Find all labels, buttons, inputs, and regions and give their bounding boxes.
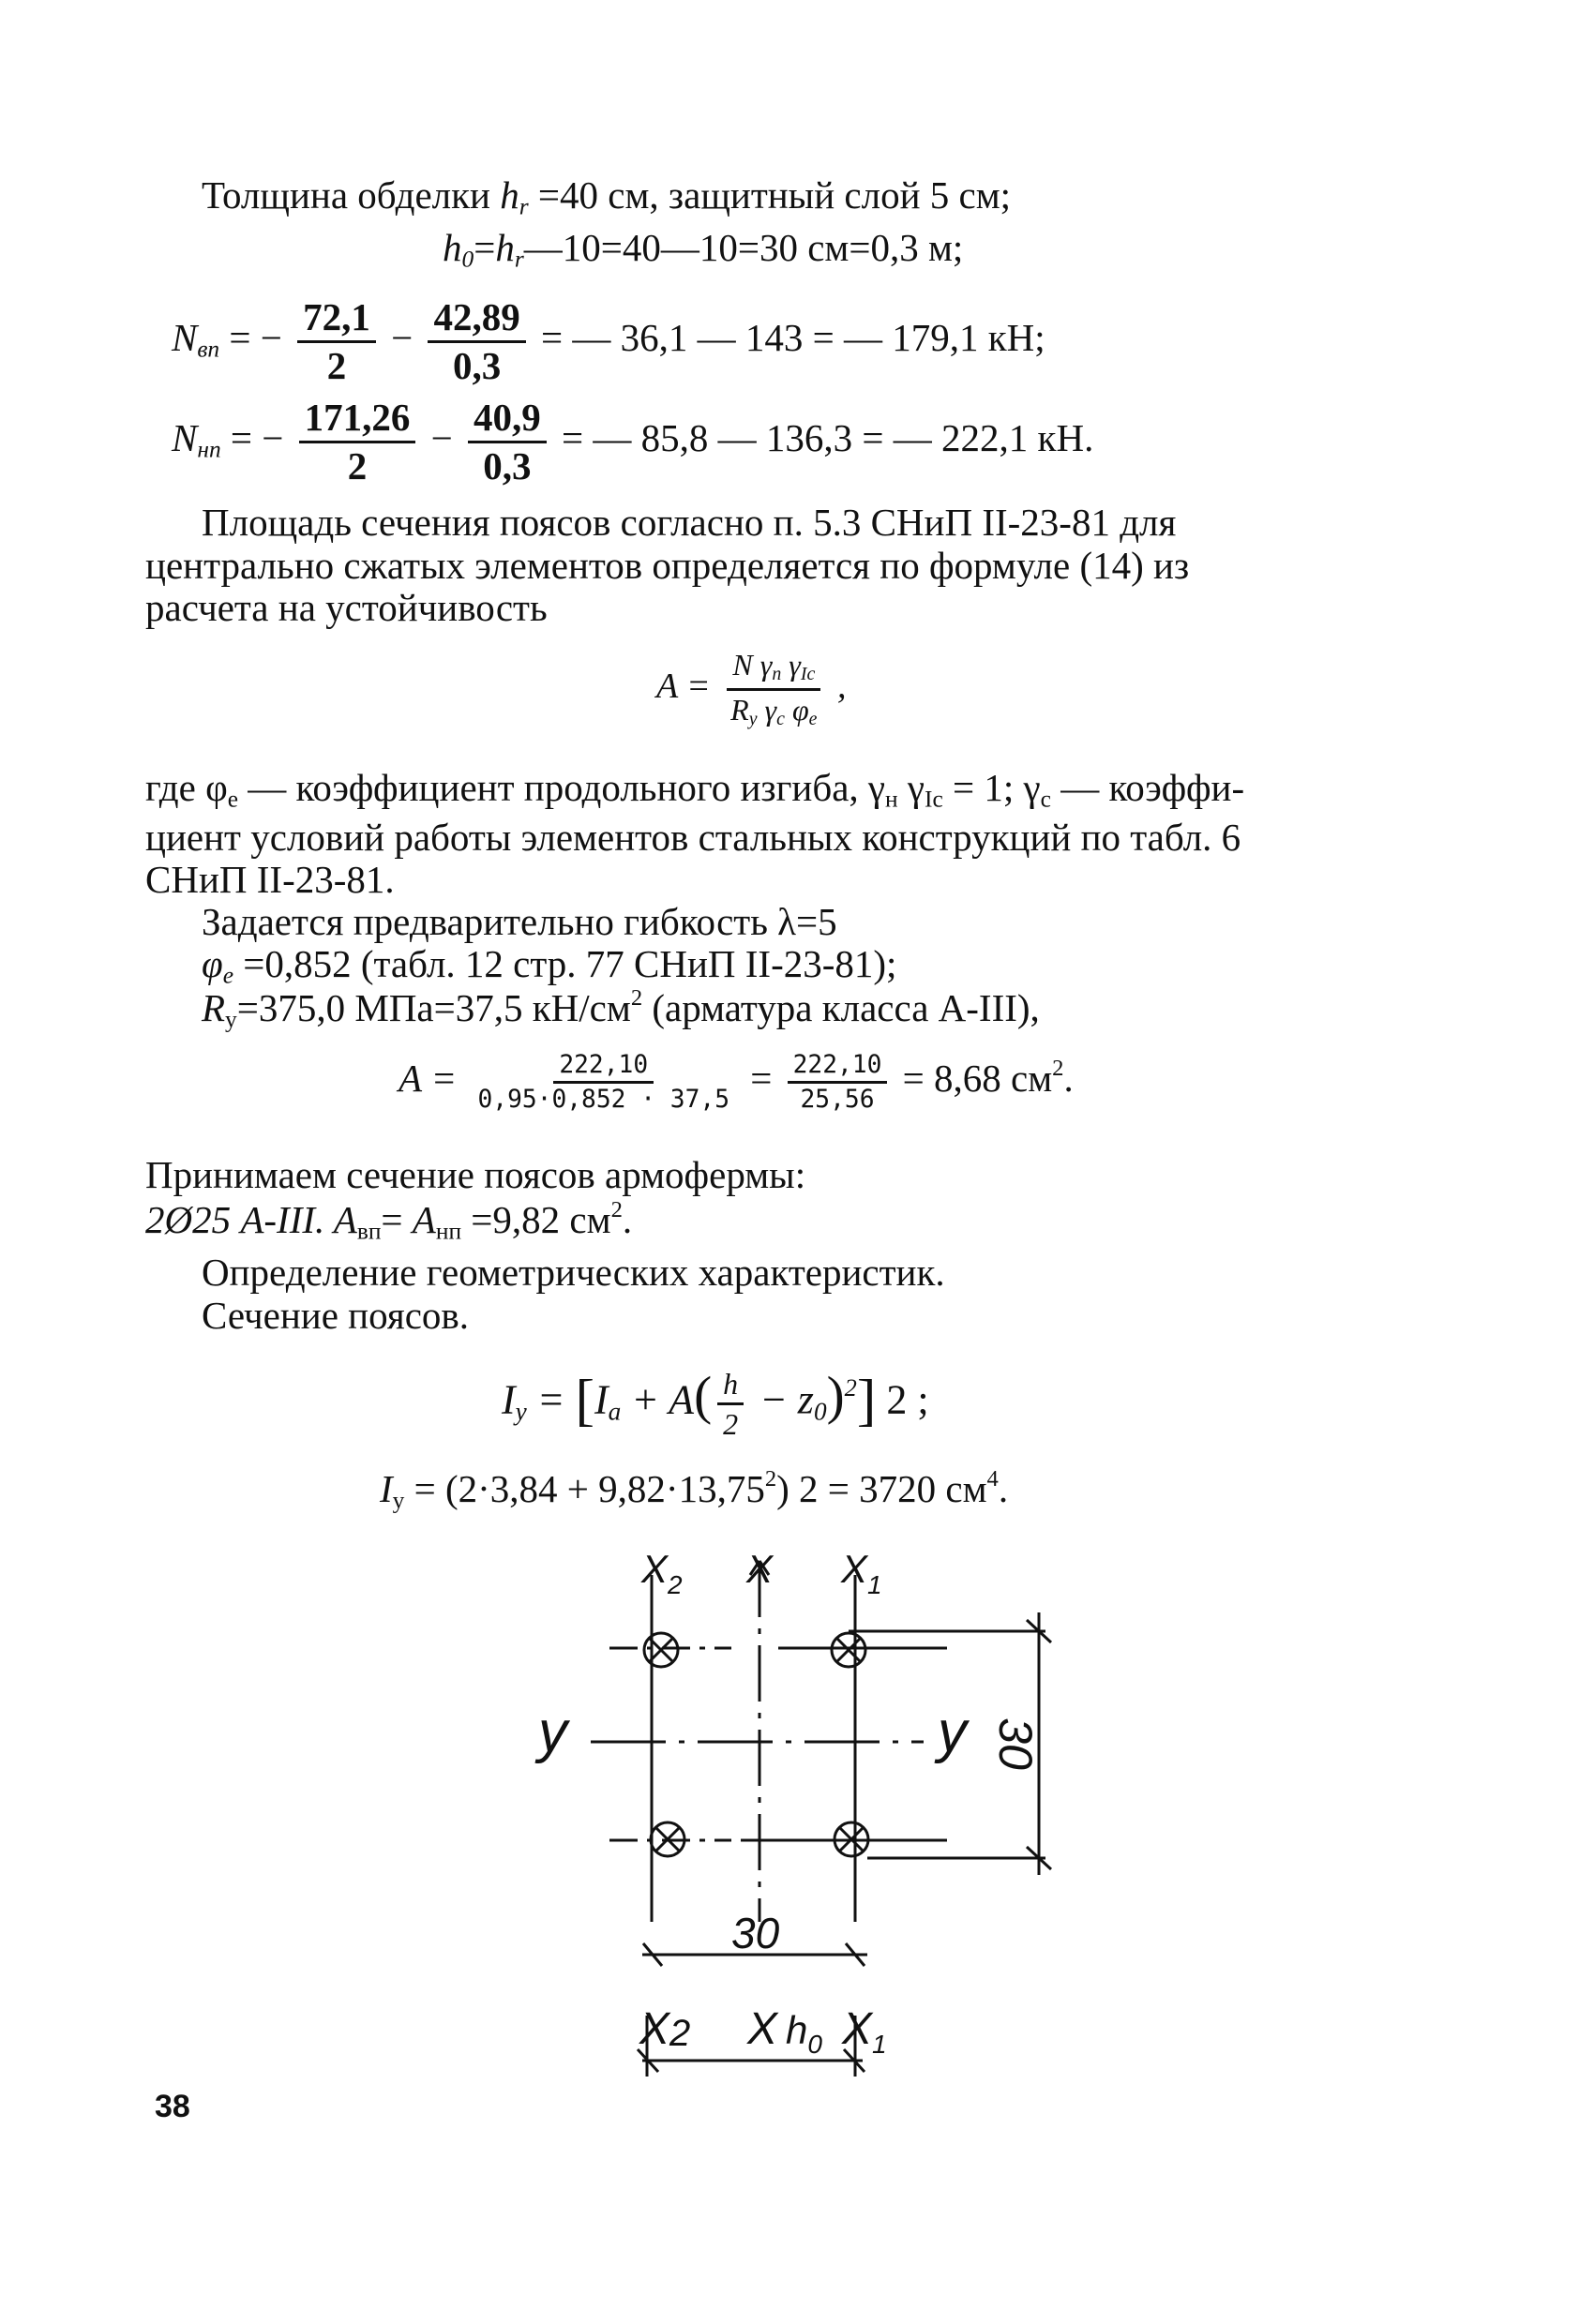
page-number: 38	[155, 2089, 190, 2124]
text: A =	[656, 667, 711, 707]
paragraph-line: расчета на устойчивость	[145, 586, 548, 629]
label-dim-30-right: 30	[989, 1717, 1042, 1770]
text: =	[750, 1057, 773, 1101]
line-h0	[443, 226, 964, 273]
rebar-circle	[651, 1822, 684, 1856]
text: Толщина обделки	[202, 173, 501, 217]
line-rebar: 2Ø25 А-III. $A_{вп}= A_{нп} =9,82$ $см^2$.	[145, 1196, 633, 1245]
text: ,	[836, 667, 847, 707]
label-x2-bottom: X2	[639, 2004, 691, 2054]
line-ry: $R_y=375,0$ МПа=37,5 $кН/см^2$ (арматура класса А-III),	[202, 984, 1040, 1033]
line-thickness	[202, 173, 1012, 220]
rebar-circle	[832, 1633, 865, 1667]
symbol-h: $h_r$	[500, 173, 529, 220]
symbol-h0: $h_0$	[443, 226, 474, 273]
line-geometry: Определение геометрических характеристик.	[202, 1251, 945, 1294]
text: = — 85,8 — 136,3 = — 222,1 кН.	[562, 415, 1094, 459]
line-section: Сечение поясов.	[202, 1294, 469, 1337]
label-x-bottom: X	[747, 2004, 778, 2054]
where-line: СНиП II-23-81.	[145, 858, 395, 901]
label-h0: $h_0$	[786, 2008, 822, 2059]
label-x-top: X	[746, 1547, 774, 1591]
symbol-hr: $h_r$	[495, 226, 524, 273]
text: −	[430, 415, 453, 459]
fraction: $\frac{72,1}{2}$	[297, 298, 376, 385]
text: =	[474, 226, 496, 269]
where-line: циент условий работы элементов стальных конструкций по табл. 6	[145, 816, 1241, 859]
label-x1-top: $X_1$	[841, 1547, 882, 1599]
fraction: $\frac{222,10}{0,95\cdot 0,852 \cdot 37,5}$	[477, 1051, 729, 1115]
rebar-circle	[644, 1633, 678, 1667]
text: = −	[229, 315, 282, 359]
text: =40 см, защитный слой 5 см;	[528, 173, 1012, 217]
symbol-n: $N_{вп}$	[172, 315, 220, 363]
formula-area	[656, 650, 846, 729]
formula-area-value: A = $\frac{222,10}{0,95\cdot 0,852 \cdot 37,5}$ = $\frac{222,10}{25,56}$ = 8,68 $см^2$.	[398, 1051, 1074, 1115]
text: −	[391, 315, 414, 359]
fraction: $\frac{222,10}{25,56}$	[788, 1053, 888, 1112]
fraction: $\frac{40,9}{0,3}$	[468, 398, 547, 486]
fraction: $\frac{42,89}{0,3}$	[428, 298, 525, 385]
line-lambda: Задается предварительно гибкость λ=5	[202, 900, 837, 943]
line-phi: $\varphi_e =0,852$ (табл. 12 стр. 77 СНиП II-23-81);	[202, 942, 897, 989]
label-x2-top: $X_2$	[641, 1547, 683, 1599]
text: = −	[230, 415, 284, 459]
fraction: $\frac{171,26}{2}$	[299, 398, 416, 486]
text: = 8,68 см	[902, 1057, 1053, 1101]
label-dim-30-bottom: 30	[731, 1909, 780, 1957]
symbol-n: $N_{нп}$	[172, 415, 221, 463]
equation-n-np	[172, 398, 1093, 486]
rebar-circle	[835, 1822, 868, 1856]
fraction: $\frac{N \gamma_n \gamma_{Ic}}{R_y \gamma_c \varphi_e}$	[725, 650, 822, 729]
paragraph-line: центрально сжатых элементов определяется по формуле (14) из	[145, 544, 1190, 587]
formula-iy-value: $I_y = (2\cdot 3,84 + 9,82\cdot 13,75^2) 2 = 3720$ $см^4$.	[380, 1465, 1009, 1514]
equation-n-vp	[172, 295, 1045, 387]
formula-iy: $I_y = [I_a + A$( $\frac{h}{2}$ − $z_0)^2$] 2 ;	[502, 1366, 929, 1441]
label-y-left: y	[538, 1700, 567, 1764]
text: = — 36,1 — 143 = — 179,1 кН;	[540, 315, 1045, 359]
line-accept: Принимаем сечение поясов армофермы:	[145, 1153, 806, 1196]
paragraph-line: Площадь сечения поясов согласно п. 5.3 СНиП II-23-81 для	[202, 501, 1177, 544]
label-y-right: y	[938, 1700, 967, 1764]
label-x1-bottom: $X_1$	[842, 2004, 887, 2059]
text: A =	[398, 1057, 458, 1101]
where-line: где $\varphi_e$ — коэффициент продольного изгиба, $\gamma_н$ $\gamma_{Ic} = 1$; $\gamma_c$ — коэффи-	[145, 766, 1245, 813]
text: —10=40—10=30 см=0,3 м;	[523, 226, 964, 269]
